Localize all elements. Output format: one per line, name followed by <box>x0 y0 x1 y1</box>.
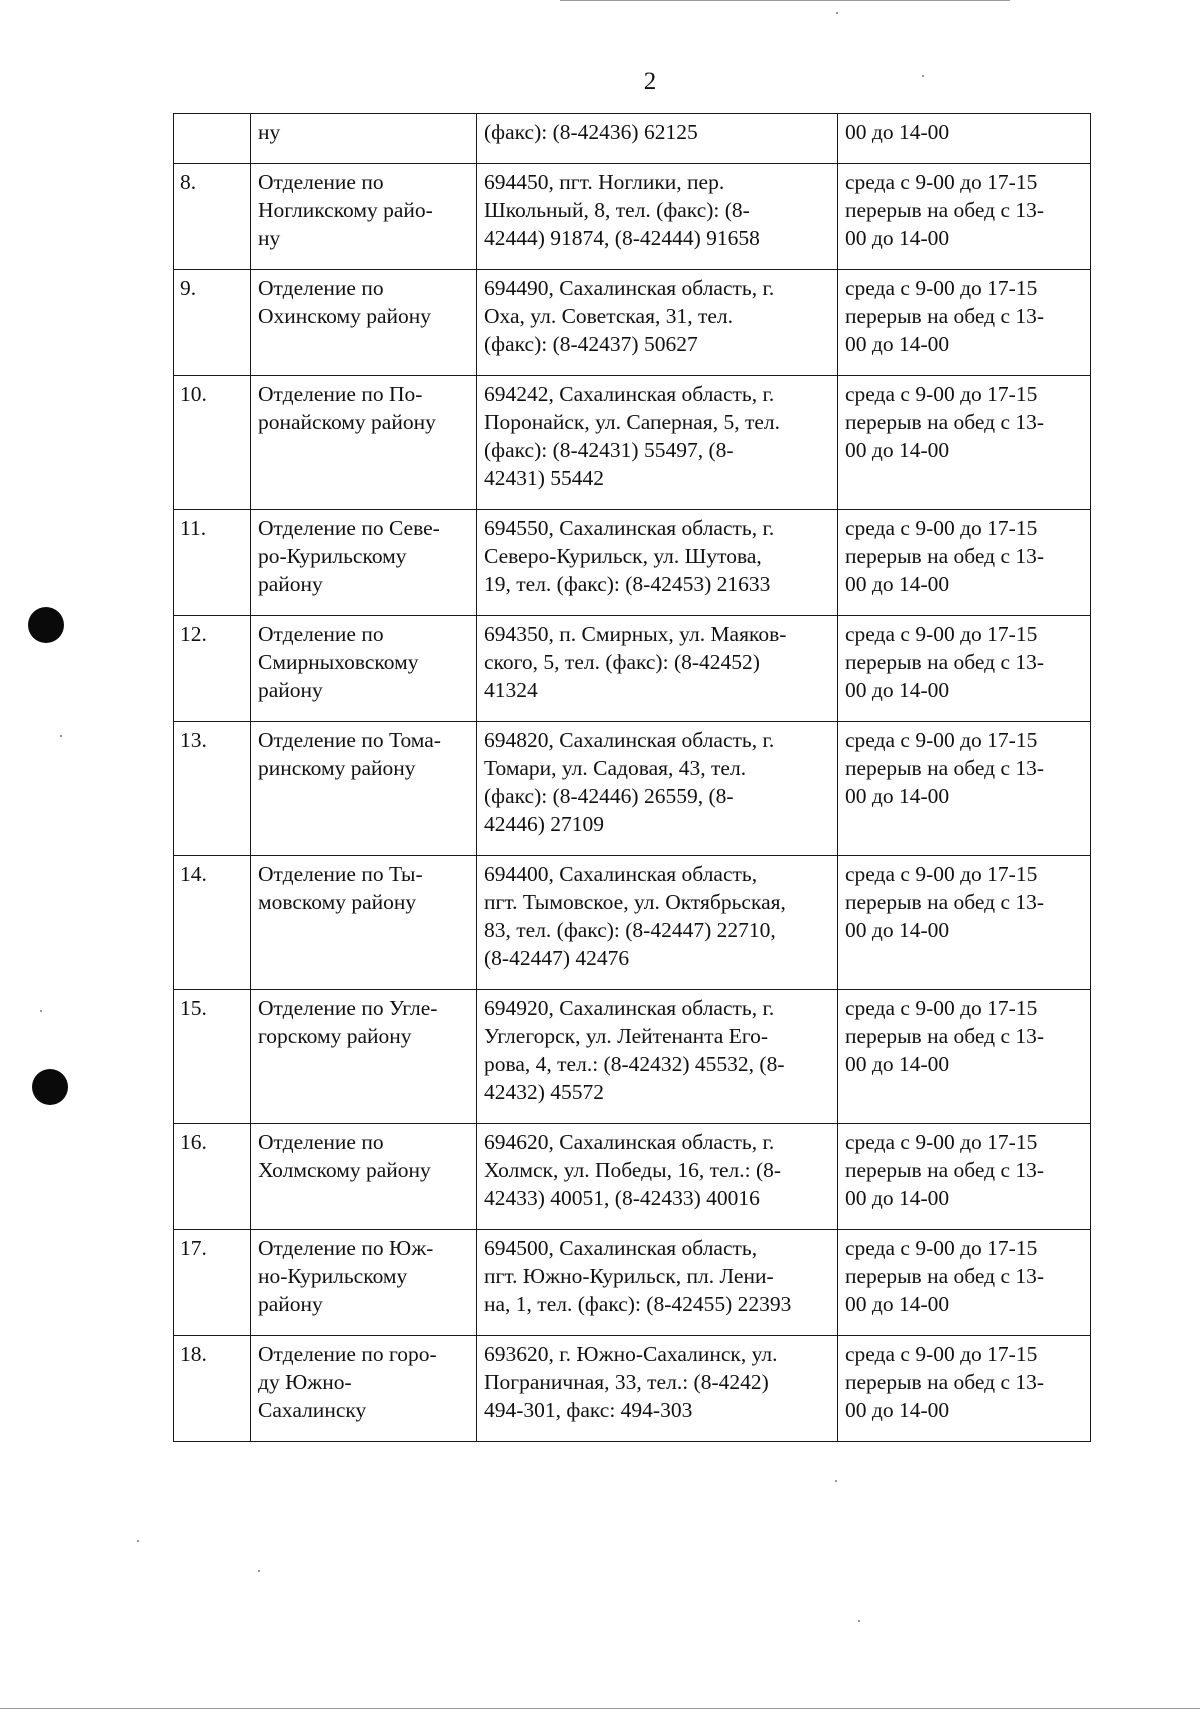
hours-line: 00 до 14-00 <box>845 1398 950 1422</box>
department-line: Ногликскому райо- <box>258 198 433 222</box>
department-cell <box>251 1124 477 1230</box>
hours-line: перерыв на обед с 13- <box>845 304 1045 328</box>
address-line: на, 1, тел. (факс): (8-42455) 22393 <box>484 1292 792 1316</box>
row-number-cell: 11. <box>174 510 251 616</box>
scan-speck <box>922 75 924 77</box>
hours-line: 00 до 14-00 <box>845 1052 950 1076</box>
department-line: Сахалинску <box>258 1398 367 1422</box>
address-line: 42444) 91874, (8-42444) 91658 <box>484 226 760 250</box>
hours-cell <box>838 722 1091 856</box>
address-cell <box>477 722 838 856</box>
table-row <box>174 114 1091 164</box>
table-row <box>174 722 1091 856</box>
hours-line: перерыв на обед с 13- <box>845 756 1045 780</box>
address-line: 19, тел. (факс): (8-42453) 21633 <box>484 572 771 596</box>
table-row <box>174 376 1091 510</box>
department-line: Отделение по Тома- <box>258 728 441 752</box>
department-cell <box>251 1230 477 1336</box>
hours-cell <box>838 114 1091 164</box>
department-cell <box>251 114 477 164</box>
address-line: 42431) 55442 <box>484 466 605 490</box>
table-row <box>174 990 1091 1124</box>
department-line: Отделение по <box>258 170 384 194</box>
row-number-cell: 17. <box>174 1230 251 1336</box>
address-line: (факс): (8-42437) 50627 <box>484 332 698 356</box>
hours-line: перерыв на обед с 13- <box>845 1158 1045 1182</box>
department-line: Отделение по Ты- <box>258 862 423 886</box>
department-line: ро-Курильскому <box>258 544 407 568</box>
department-line: Холмскому району <box>258 1158 431 1182</box>
row-number-cell: 9. <box>174 270 251 376</box>
hours-cell <box>838 164 1091 270</box>
hours-line: перерыв на обед с 13- <box>845 1370 1045 1394</box>
scan-speck <box>40 1010 42 1012</box>
scan-speck <box>858 1620 860 1622</box>
department-line: Отделение по <box>258 622 384 646</box>
address-line: Холмск, ул. Победы, 16, тел.: (8- <box>484 1158 782 1182</box>
address-line: 694920, Сахалинская область, г. <box>484 996 775 1020</box>
address-line: 694350, п. Смирных, ул. Маяков- <box>484 622 787 646</box>
hours-line: среда с 9-00 до 17-15 <box>845 170 1038 194</box>
department-line: но-Курильскому <box>258 1264 408 1288</box>
hours-line: среда с 9-00 до 17-15 <box>845 1236 1038 1260</box>
row-number-cell: 8. <box>174 164 251 270</box>
address-cell <box>477 376 838 510</box>
department-line: ну <box>258 120 281 144</box>
department-line: району <box>258 1292 323 1316</box>
row-number-cell: 12. <box>174 616 251 722</box>
hours-line: среда с 9-00 до 17-15 <box>845 276 1038 300</box>
hours-line: 00 до 14-00 <box>845 572 950 596</box>
address-cell <box>477 616 838 722</box>
row-number-cell: 18. <box>174 1336 251 1442</box>
scan-edge-bottom <box>0 1708 1200 1709</box>
hours-line: 00 до 14-00 <box>845 438 950 462</box>
hours-cell <box>838 376 1091 510</box>
department-line: ду Южно- <box>258 1370 352 1394</box>
address-line: Пограничная, 33, тел.: (8-4242) <box>484 1370 769 1394</box>
hours-cell <box>838 616 1091 722</box>
hours-line: 00 до 14-00 <box>845 1292 950 1316</box>
address-line: 42433) 40051, (8-42433) 40016 <box>484 1186 760 1210</box>
department-cell <box>251 1336 477 1442</box>
table-row <box>174 856 1091 990</box>
address-line: 694620, Сахалинская область, г. <box>484 1130 775 1154</box>
department-line: Отделение по Севе- <box>258 516 440 540</box>
scan-speck <box>836 12 838 14</box>
department-line: Отделение по По- <box>258 382 423 406</box>
hours-line: 00 до 14-00 <box>845 678 950 702</box>
hours-line: среда с 9-00 до 17-15 <box>845 622 1038 646</box>
row-number-cell: 15. <box>174 990 251 1124</box>
address-line: Поронайск, ул. Саперная, 5, тел. <box>484 410 780 434</box>
table-row <box>174 1336 1091 1442</box>
scan-speck <box>137 1540 139 1542</box>
hours-line: среда с 9-00 до 17-15 <box>845 862 1038 886</box>
address-cell <box>477 510 838 616</box>
address-line: 42432) 45572 <box>484 1080 605 1104</box>
address-line: 694820, Сахалинская область, г. <box>484 728 775 752</box>
address-cell <box>477 114 838 164</box>
hours-line: перерыв на обед с 13- <box>845 410 1045 434</box>
department-cell <box>251 990 477 1124</box>
address-cell <box>477 164 838 270</box>
hours-line: среда с 9-00 до 17-15 <box>845 1130 1038 1154</box>
address-line: 42446) 27109 <box>484 812 605 836</box>
table-row <box>174 616 1091 722</box>
address-line: Углегорск, ул. Лейтенанта Его- <box>484 1024 769 1048</box>
table-row <box>174 270 1091 376</box>
table-row <box>174 164 1091 270</box>
hours-cell <box>838 856 1091 990</box>
table-row <box>174 1230 1091 1336</box>
hours-line: 00 до 14-00 <box>845 784 950 808</box>
hours-line: 00 до 14-00 <box>845 226 950 250</box>
address-line: Школьный, 8, тел. (факс): (8- <box>484 198 750 222</box>
hours-line: среда с 9-00 до 17-15 <box>845 516 1038 540</box>
row-number-cell <box>174 114 251 164</box>
department-cell <box>251 616 477 722</box>
hours-line: среда с 9-00 до 17-15 <box>845 996 1038 1020</box>
department-line: Отделение по <box>258 1130 384 1154</box>
row-number-cell: 16. <box>174 1124 251 1230</box>
hours-cell <box>838 510 1091 616</box>
hours-cell <box>838 990 1091 1124</box>
row-number-cell: 10. <box>174 376 251 510</box>
table-row <box>174 1124 1091 1230</box>
department-cell <box>251 376 477 510</box>
hours-line: перерыв на обед с 13- <box>845 544 1045 568</box>
department-line: Отделение по Юж- <box>258 1236 434 1260</box>
row-number-cell: 14. <box>174 856 251 990</box>
department-line: Смирныховскому <box>258 650 419 674</box>
hours-line: 00 до 14-00 <box>845 120 950 144</box>
hours-cell <box>838 1336 1091 1442</box>
table-body <box>174 114 1091 1442</box>
row-number-cell: 13. <box>174 722 251 856</box>
department-cell <box>251 164 477 270</box>
page-number: 2 <box>643 68 657 95</box>
department-line: горскому району <box>258 1024 412 1048</box>
department-cell <box>251 856 477 990</box>
department-cell <box>251 722 477 856</box>
address-cell <box>477 270 838 376</box>
address-line: 694242, Сахалинская область, г. <box>484 382 775 406</box>
department-line: Отделение по <box>258 276 384 300</box>
punch-hole-upper <box>28 607 64 643</box>
address-line: 694490, Сахалинская область, г. <box>484 276 775 300</box>
department-line: ну <box>258 226 281 250</box>
hours-line: 00 до 14-00 <box>845 332 950 356</box>
address-line: пгт. Южно-Курильск, пл. Лени- <box>484 1264 774 1288</box>
address-line: рова, 4, тел.: (8-42432) 45532, (8- <box>484 1052 785 1076</box>
address-line: 694550, Сахалинская область, г. <box>484 516 775 540</box>
hours-cell <box>838 270 1091 376</box>
address-line: 494-301, факс: 494-303 <box>484 1398 693 1422</box>
hours-line: перерыв на обед с 13- <box>845 1024 1045 1048</box>
address-line: Томари, ул. Садовая, 43, тел. <box>484 756 747 780</box>
address-cell <box>477 1230 838 1336</box>
address-line: 83, тел. (факс): (8-42447) 22710, <box>484 918 776 942</box>
address-line: (факс): (8-42436) 62125 <box>484 120 698 144</box>
address-line: 41324 <box>484 678 538 702</box>
department-line: району <box>258 678 323 702</box>
department-line: Охинскому району <box>258 304 432 328</box>
address-line: 694400, Сахалинская область, <box>484 862 758 886</box>
department-line: мовскому району <box>258 890 417 914</box>
department-cell <box>251 510 477 616</box>
scan-speck <box>835 1480 837 1482</box>
department-cell <box>251 270 477 376</box>
address-line: ского, 5, тел. (факс): (8-42452) <box>484 650 760 674</box>
scan-speck <box>258 1570 260 1572</box>
department-line: ронайскому району <box>258 410 436 434</box>
department-line: Отделение по Угле- <box>258 996 438 1020</box>
hours-line: 00 до 14-00 <box>845 918 950 942</box>
hours-line: 00 до 14-00 <box>845 1186 950 1210</box>
department-line: Отделение по горо- <box>258 1342 437 1366</box>
address-cell <box>477 856 838 990</box>
hours-line: перерыв на обед с 13- <box>845 1264 1045 1288</box>
hours-line: перерыв на обед с 13- <box>845 198 1045 222</box>
hours-line: среда с 9-00 до 17-15 <box>845 382 1038 406</box>
hours-line: перерыв на обед с 13- <box>845 890 1045 914</box>
punch-hole-lower <box>32 1069 68 1105</box>
address-line: 694450, пгт. Ноглики, пер. <box>484 170 725 194</box>
address-cell <box>477 990 838 1124</box>
address-line: 693620, г. Южно-Сахалинск, ул. <box>484 1342 778 1366</box>
address-cell <box>477 1336 838 1442</box>
table-row <box>174 510 1091 616</box>
address-line: (факс): (8-42446) 26559, (8- <box>484 784 734 808</box>
address-line: (факс): (8-42431) 55497, (8- <box>484 438 734 462</box>
department-line: району <box>258 572 323 596</box>
hours-line: среда с 9-00 до 17-15 <box>845 728 1038 752</box>
address-line: Северо-Курильск, ул. Шутова, <box>484 544 762 568</box>
hours-cell <box>838 1230 1091 1336</box>
hours-line: перерыв на обед с 13- <box>845 650 1045 674</box>
address-line: (8-42447) 42476 <box>484 946 630 970</box>
scan-speck <box>60 735 62 737</box>
scan-edge-top <box>560 0 1010 1</box>
address-line: 694500, Сахалинская область, <box>484 1236 758 1260</box>
hours-cell <box>838 1124 1091 1230</box>
address-line: пгт. Тымовское, ул. Октябрьская, <box>484 890 786 914</box>
address-line: Оха, ул. Советская, 31, тел. <box>484 304 734 328</box>
offices-table <box>173 113 1091 1442</box>
department-line: ринскому району <box>258 756 416 780</box>
address-cell <box>477 1124 838 1230</box>
hours-line: среда с 9-00 до 17-15 <box>845 1342 1038 1366</box>
